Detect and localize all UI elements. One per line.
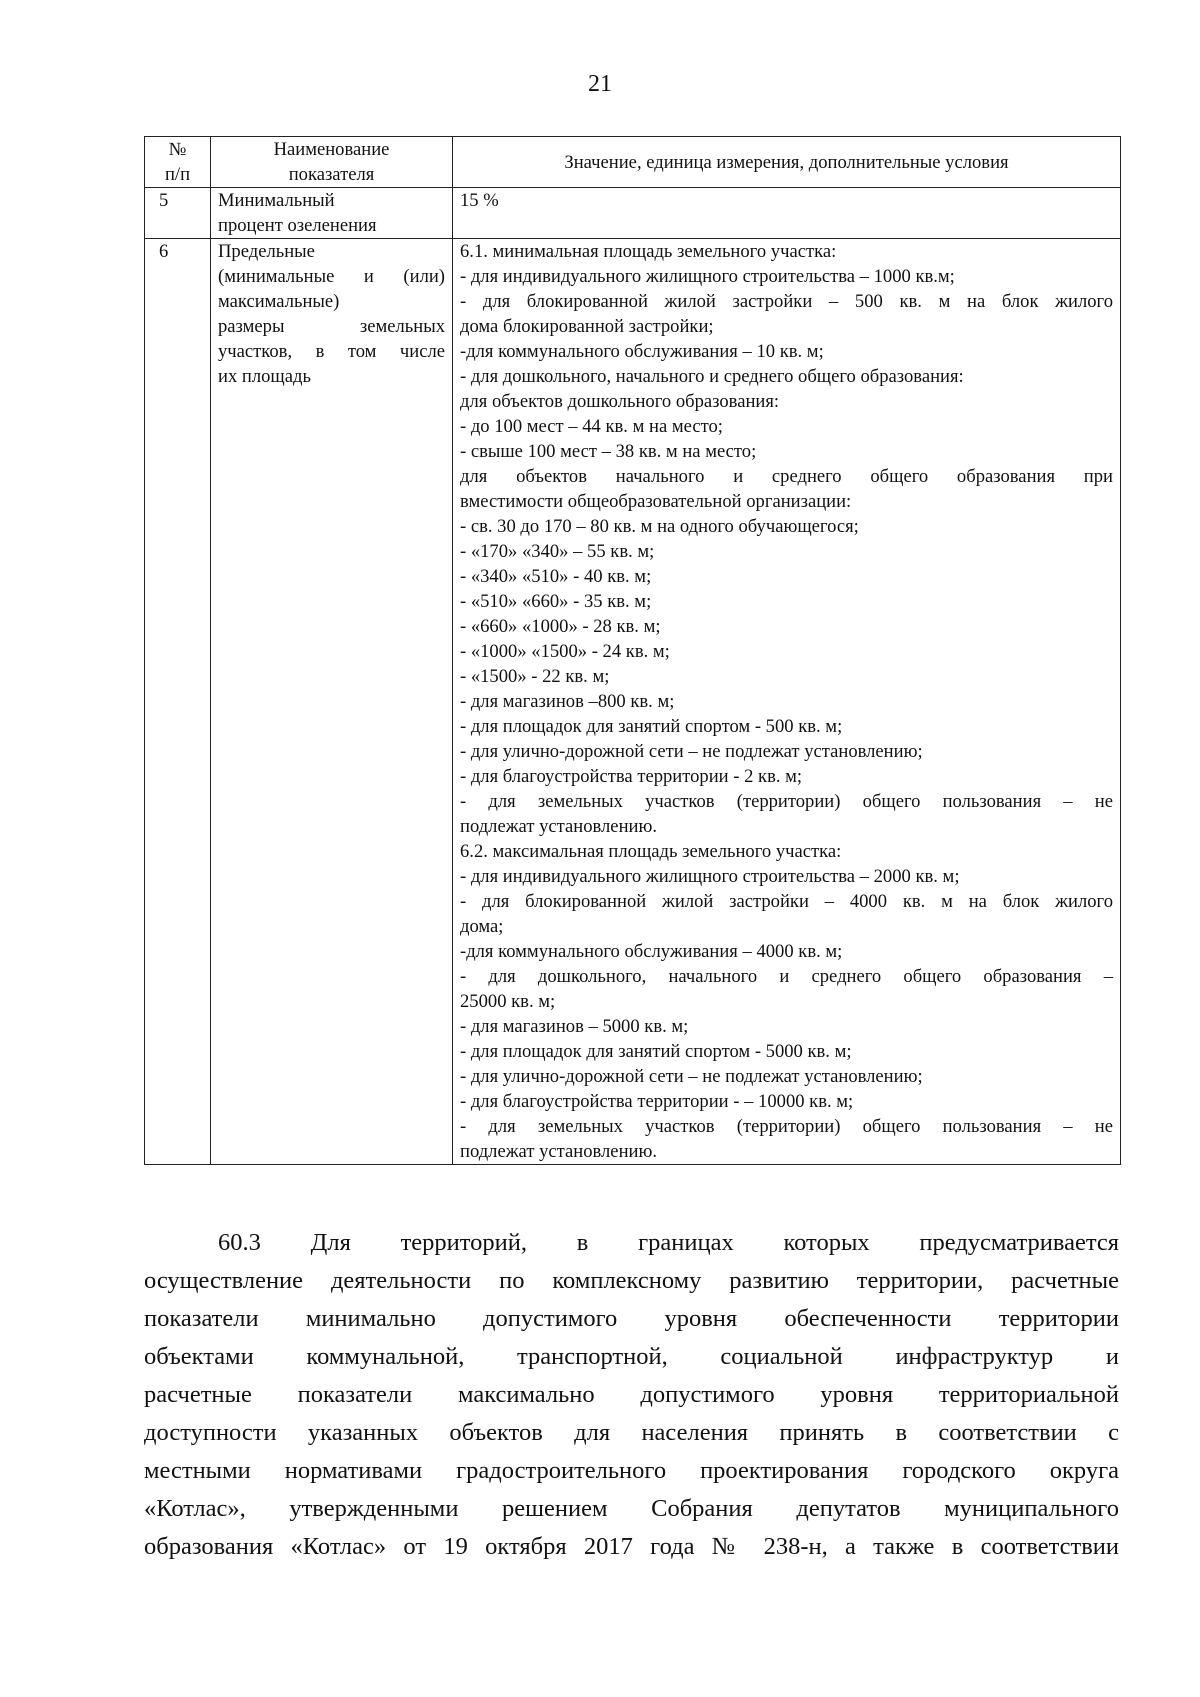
value-line: - для дошкольного, начального и среднего общего образования: xyxy=(460,366,964,387)
value-line: - свыше 100 мест – 38 кв. м на место; xyxy=(460,441,757,462)
header-indicator-name xyxy=(211,137,453,188)
value-line: - «1500» - 22 кв. м; xyxy=(460,666,610,687)
header-number-line1: № xyxy=(168,139,187,160)
value-line: -для коммунального обслуживания – 4000 кв. м; xyxy=(460,941,843,962)
header-value: Значение, единица измерения, дополнительные условия xyxy=(453,137,1121,188)
value-line: - св. 30 до 170 – 80 кв. м на одного обучающегося; xyxy=(460,516,859,537)
paragraph-line: местными нормативами градостроительного проектирования городского округа xyxy=(144,1457,1119,1484)
value-line: дома блокированной застройки; xyxy=(460,316,714,337)
name-line: (минимальные и (или) xyxy=(218,266,445,287)
paragraph-line: показатели минимально допустимого уровня обеспеченности территории xyxy=(144,1305,1119,1332)
value-line: - «510» «660» - 35 кв. м; xyxy=(460,591,652,612)
paragraph-line: «Котлас», утвержденными решением Собрания депутатов муниципального xyxy=(144,1495,1119,1522)
name-line: их площадь xyxy=(218,366,311,387)
value-line: - до 100 мест – 44 кв. м на место; xyxy=(460,416,723,437)
value-line: - для площадок для занятий спортом - 500 кв. м; xyxy=(460,716,843,737)
name-line: участков, в том числе xyxy=(218,341,445,362)
value-line: - для магазинов –800 кв. м; xyxy=(460,691,675,712)
value-line: подлежат установлению. xyxy=(460,1141,658,1162)
value-line: - для индивидуального жилищного строительства – 2000 кв. м; xyxy=(460,866,960,887)
value-line: - «340» «510» - 40 кв. м; xyxy=(460,566,652,587)
value-line: - для площадок для занятий спортом - 5000 кв. м; xyxy=(460,1041,852,1062)
body-paragraph xyxy=(144,1224,1119,1566)
value-line: - для земельных участков (территории) общего пользования – не xyxy=(460,791,1113,812)
row-indicator-name xyxy=(211,239,453,1165)
value-line: 6.1. минимальная площадь земельного участка: xyxy=(460,241,837,262)
value-line: - «170» «340» – 55 кв. м; xyxy=(460,541,655,562)
row-value xyxy=(453,239,1121,1165)
table-row xyxy=(145,188,1121,239)
indicators-table xyxy=(144,136,1121,1165)
name-line: Предельные xyxy=(218,241,315,262)
value-line: - для улично-дорожной сети – не подлежат установлению; xyxy=(460,1066,923,1087)
value-line: - для благоустройства территории - 2 кв. м; xyxy=(460,766,803,787)
header-name-line1: Наименование xyxy=(273,139,390,160)
paragraph-line: образования «Котлас» от 19 октября 2017 года № 238-н, а также в соответствии xyxy=(144,1533,1119,1560)
value-line: подлежат установлению. xyxy=(460,816,658,837)
value-line: - для индивидуального жилищного строительства – 1000 кв.м; xyxy=(460,266,955,287)
value-line: - для магазинов – 5000 кв. м; xyxy=(460,1016,689,1037)
value-line: - для благоустройства территории - – 10000 кв. м; xyxy=(460,1091,854,1112)
value-line: - для земельных участков (территории) общего пользования – не xyxy=(460,1116,1113,1137)
name-line: размеры земельных xyxy=(218,316,445,337)
header-number-line2: п/п xyxy=(164,164,191,185)
paragraph-line: расчетные показатели максимально допустимого уровня территориальной xyxy=(144,1381,1119,1408)
value-line: 25000 кв. м; xyxy=(460,991,556,1012)
value-line: 15 % xyxy=(460,190,499,211)
header-name-line2: показателя xyxy=(288,164,375,185)
row-number: 5 xyxy=(145,188,211,239)
page-number: 21 xyxy=(588,71,612,97)
row-number: 6 xyxy=(145,239,211,1165)
value-line: - для блокированной жилой застройки – 500 кв. м на блок жилого xyxy=(460,291,1113,312)
value-line: -для коммунального обслуживания – 10 кв. м; xyxy=(460,341,824,362)
value-line: - «1000» «1500» - 24 кв. м; xyxy=(460,641,670,662)
name-line: Минимальный xyxy=(218,190,335,211)
row-indicator-name xyxy=(211,188,453,239)
value-line: - «660» «1000» - 28 кв. м; xyxy=(460,616,661,637)
table-row xyxy=(145,239,1121,1165)
value-line: 6.2. максимальная площадь земельного участка: xyxy=(460,841,842,862)
name-line: максимальные) xyxy=(218,291,340,312)
paragraph-line: 60.3 Для территорий, в границах которых предусматривается xyxy=(218,1229,1119,1256)
value-line: - для блокированной жилой застройки – 4000 кв. м на блок жилого xyxy=(460,891,1113,912)
value-line: для объектов начального и среднего общего образования при xyxy=(460,466,1113,487)
paragraph-line: объектами коммунальной, транспортной, социальной инфраструктур и xyxy=(144,1343,1119,1370)
paragraph-line: осуществление деятельности по комплексному развитию территории, расчетные xyxy=(144,1267,1119,1294)
row-value xyxy=(453,188,1121,239)
header-number xyxy=(145,137,211,188)
value-line: вместимости общеобразовательной организации: xyxy=(460,491,852,512)
paragraph-line: доступности указанных объектов для населения принять в соответствии с xyxy=(144,1419,1119,1446)
value-line: - для улично-дорожной сети – не подлежат установлению; xyxy=(460,741,923,762)
name-line: процент озеленения xyxy=(218,215,377,236)
value-line: - для дошкольного, начального и среднего общего образования – xyxy=(460,966,1113,987)
value-line: дома; xyxy=(460,916,504,937)
table-header-row xyxy=(145,137,1121,188)
value-line: для объектов дошкольного образования: xyxy=(460,391,780,412)
